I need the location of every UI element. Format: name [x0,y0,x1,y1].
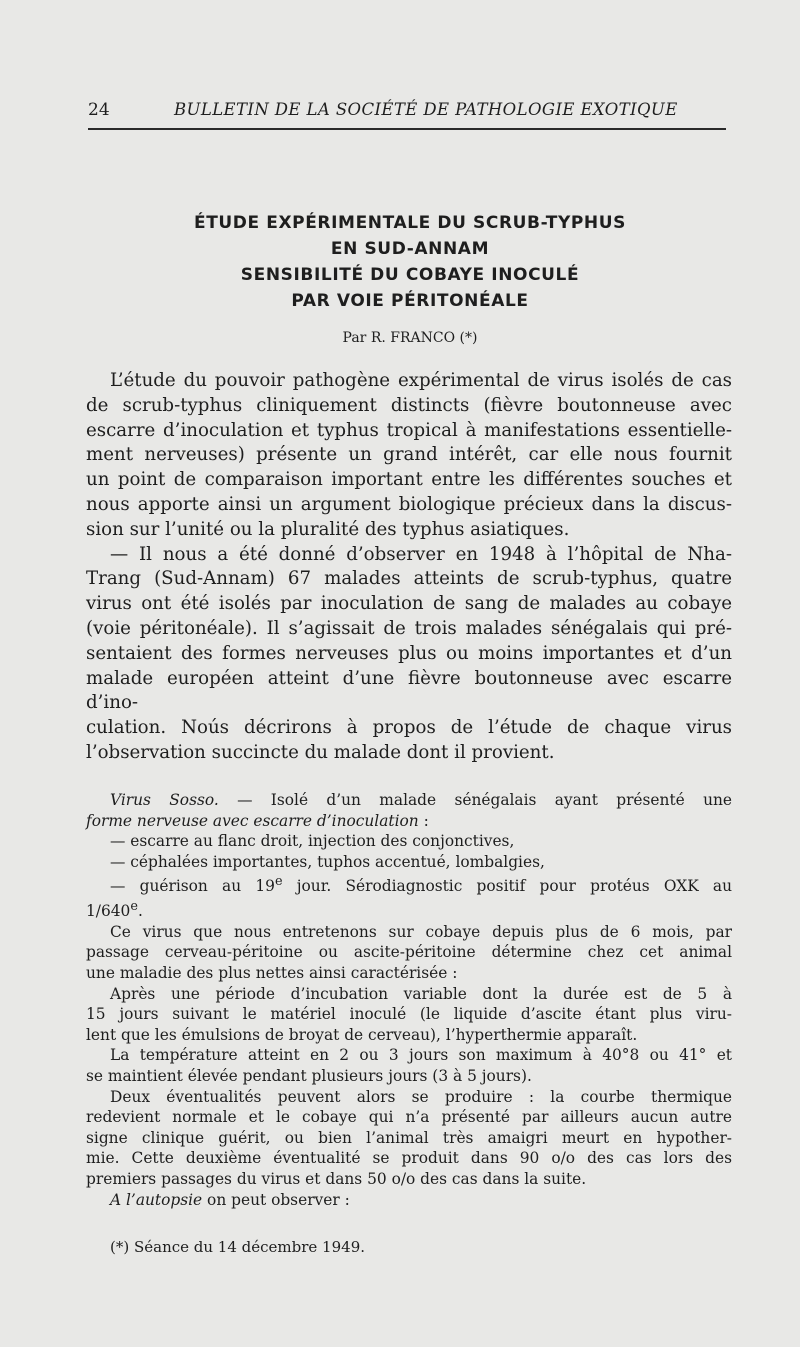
text-line: de scrub-typhus cliniquement distincts (fièvre boutonneuse avec [86,394,732,416]
text-line: nous apporte ainsi un argument biologique précieux dans la discus- [86,493,732,515]
page-number: 24 [88,100,110,120]
text-line: 15 jours suivant le matériel inoculé (le liquide d’ascite étant plus viru- [86,1005,732,1024]
text-line: A l’autopsie on peut observer : [110,1190,350,1209]
autopsy-label: A l’autopsie [110,1190,203,1209]
text-line: — Il nous a été donné d’observer en 1948 à l’hôpital de Nha- [110,543,732,565]
title-line: EN SUD-ANNAM [330,239,490,259]
text-line: une maladie des plus nettes ainsi caractérisée : [86,964,458,982]
article-title [90,210,730,314]
list-item: — escarre au flanc droit, injection des conjonctives, [110,832,515,851]
title-line: SENSIBILITÉ DU COBAYE INOCULÉ [240,265,580,285]
running-header [88,100,728,124]
text-line: malade européen atteint d’une fièvre boutonneuse avec escarre d’ino- [86,667,732,714]
title-line: PAR VOIE PÉRITONÉALE [291,291,529,311]
text-line: sentaient des formes nerveuses plus ou moins importantes et d’un [86,642,732,664]
text-line: La température atteint en 2 ou 3 jours son maximum à 40°8 ou 41° et [110,1046,732,1065]
text-line: Ce virus que nous entretenons sur cobaye depuis plus de 6 mois, par [110,922,732,941]
text-line: Virus Sosso. — Isolé d’un malade sénégalais ayant présenté une [110,791,733,809]
title-line: ÉTUDE EXPÉRIMENTALE DU SCRUB-TYPHUS [193,213,627,233]
text-line: (voie péritonéale). Il s’agissait de trois malades sénégalais qui pré- [86,617,732,639]
author-byline: Par R. FRANCO (*) [342,330,478,346]
text-line: sion sur l’unité ou la pluralité des typhus asiatiques. [86,518,570,540]
text-line: Après une période d’incubation variable dont la durée est de 5 à [110,984,732,1003]
text-line: se maintient élevée pendant plusieurs jours (3 à 5 jours). [86,1066,532,1085]
text-line: l’observation succincte du malade dont il provient. [86,741,555,763]
list-item: — guérison au 19e jour. Sérodiagnostic positif pour protéus OXK au [110,874,733,896]
text-line: passage cerveau-péritoine ou ascite-péritoine détermine chez cet animal [86,943,732,962]
text-line: Deux éventualités peuvent alors se produire : la courbe thermique [110,1087,732,1106]
text-line: Trang (Sud-Annam) 67 malades atteints de scrub-typhus, quatre [86,568,732,590]
virus-name: Virus Sosso. [110,791,219,809]
text-line: 1/640e. [86,899,143,921]
intro-text [86,369,732,766]
form-label: forme nerveuse avec escarre d’inoculation [86,811,419,830]
header-rule [88,128,726,130]
text-line: escarre d’inoculation et typhus tropical à manifestations essentielle- [86,419,732,441]
list-item: — céphalées importantes, tuphos accentué, lombalgies, [110,852,545,871]
text-line: signe clinique guérit, ou bien l’animal très amaigri meurt en hypother- [86,1128,732,1147]
text-line: ment nerveuses) présente un grand intérêt, car elle nous fournit [86,444,732,466]
text-line: L’étude du pouvoir pathogène expérimental de virus isolés de cas [110,370,732,391]
footnote: (*) Séance du 14 décembre 1949. [110,1238,365,1256]
text-line: lent que les émulsions de broyat de cerveau), l’hyperthermie apparaît. [86,1025,638,1044]
text-line: mie. Cette deuxième éventualité se produit dans 90 o/o des cas lors des [86,1149,732,1168]
text-line: un point de comparaison important entre les différentes souches et [86,469,732,491]
text-line: premiers passages du virus et dans 50 o/o des cas dans la suite. [86,1169,587,1188]
running-title: BULLETIN DE LA SOCIÉTÉ DE PATHOLOGIE EXOTIQUE [174,100,678,119]
text-line: forme nerveuse avec escarre d’inoculation : [86,811,429,830]
text-line: redevient normale et le cobaye qui n’a présenté par ailleurs aucun autre [86,1108,732,1127]
text-line: culation. Noús décrirons à propos de l’étude de chaque virus [86,717,732,739]
virus-sosso-section [86,790,732,1210]
text-line: virus ont été isolés par inoculation de sang de malades au cobaye [86,593,732,615]
